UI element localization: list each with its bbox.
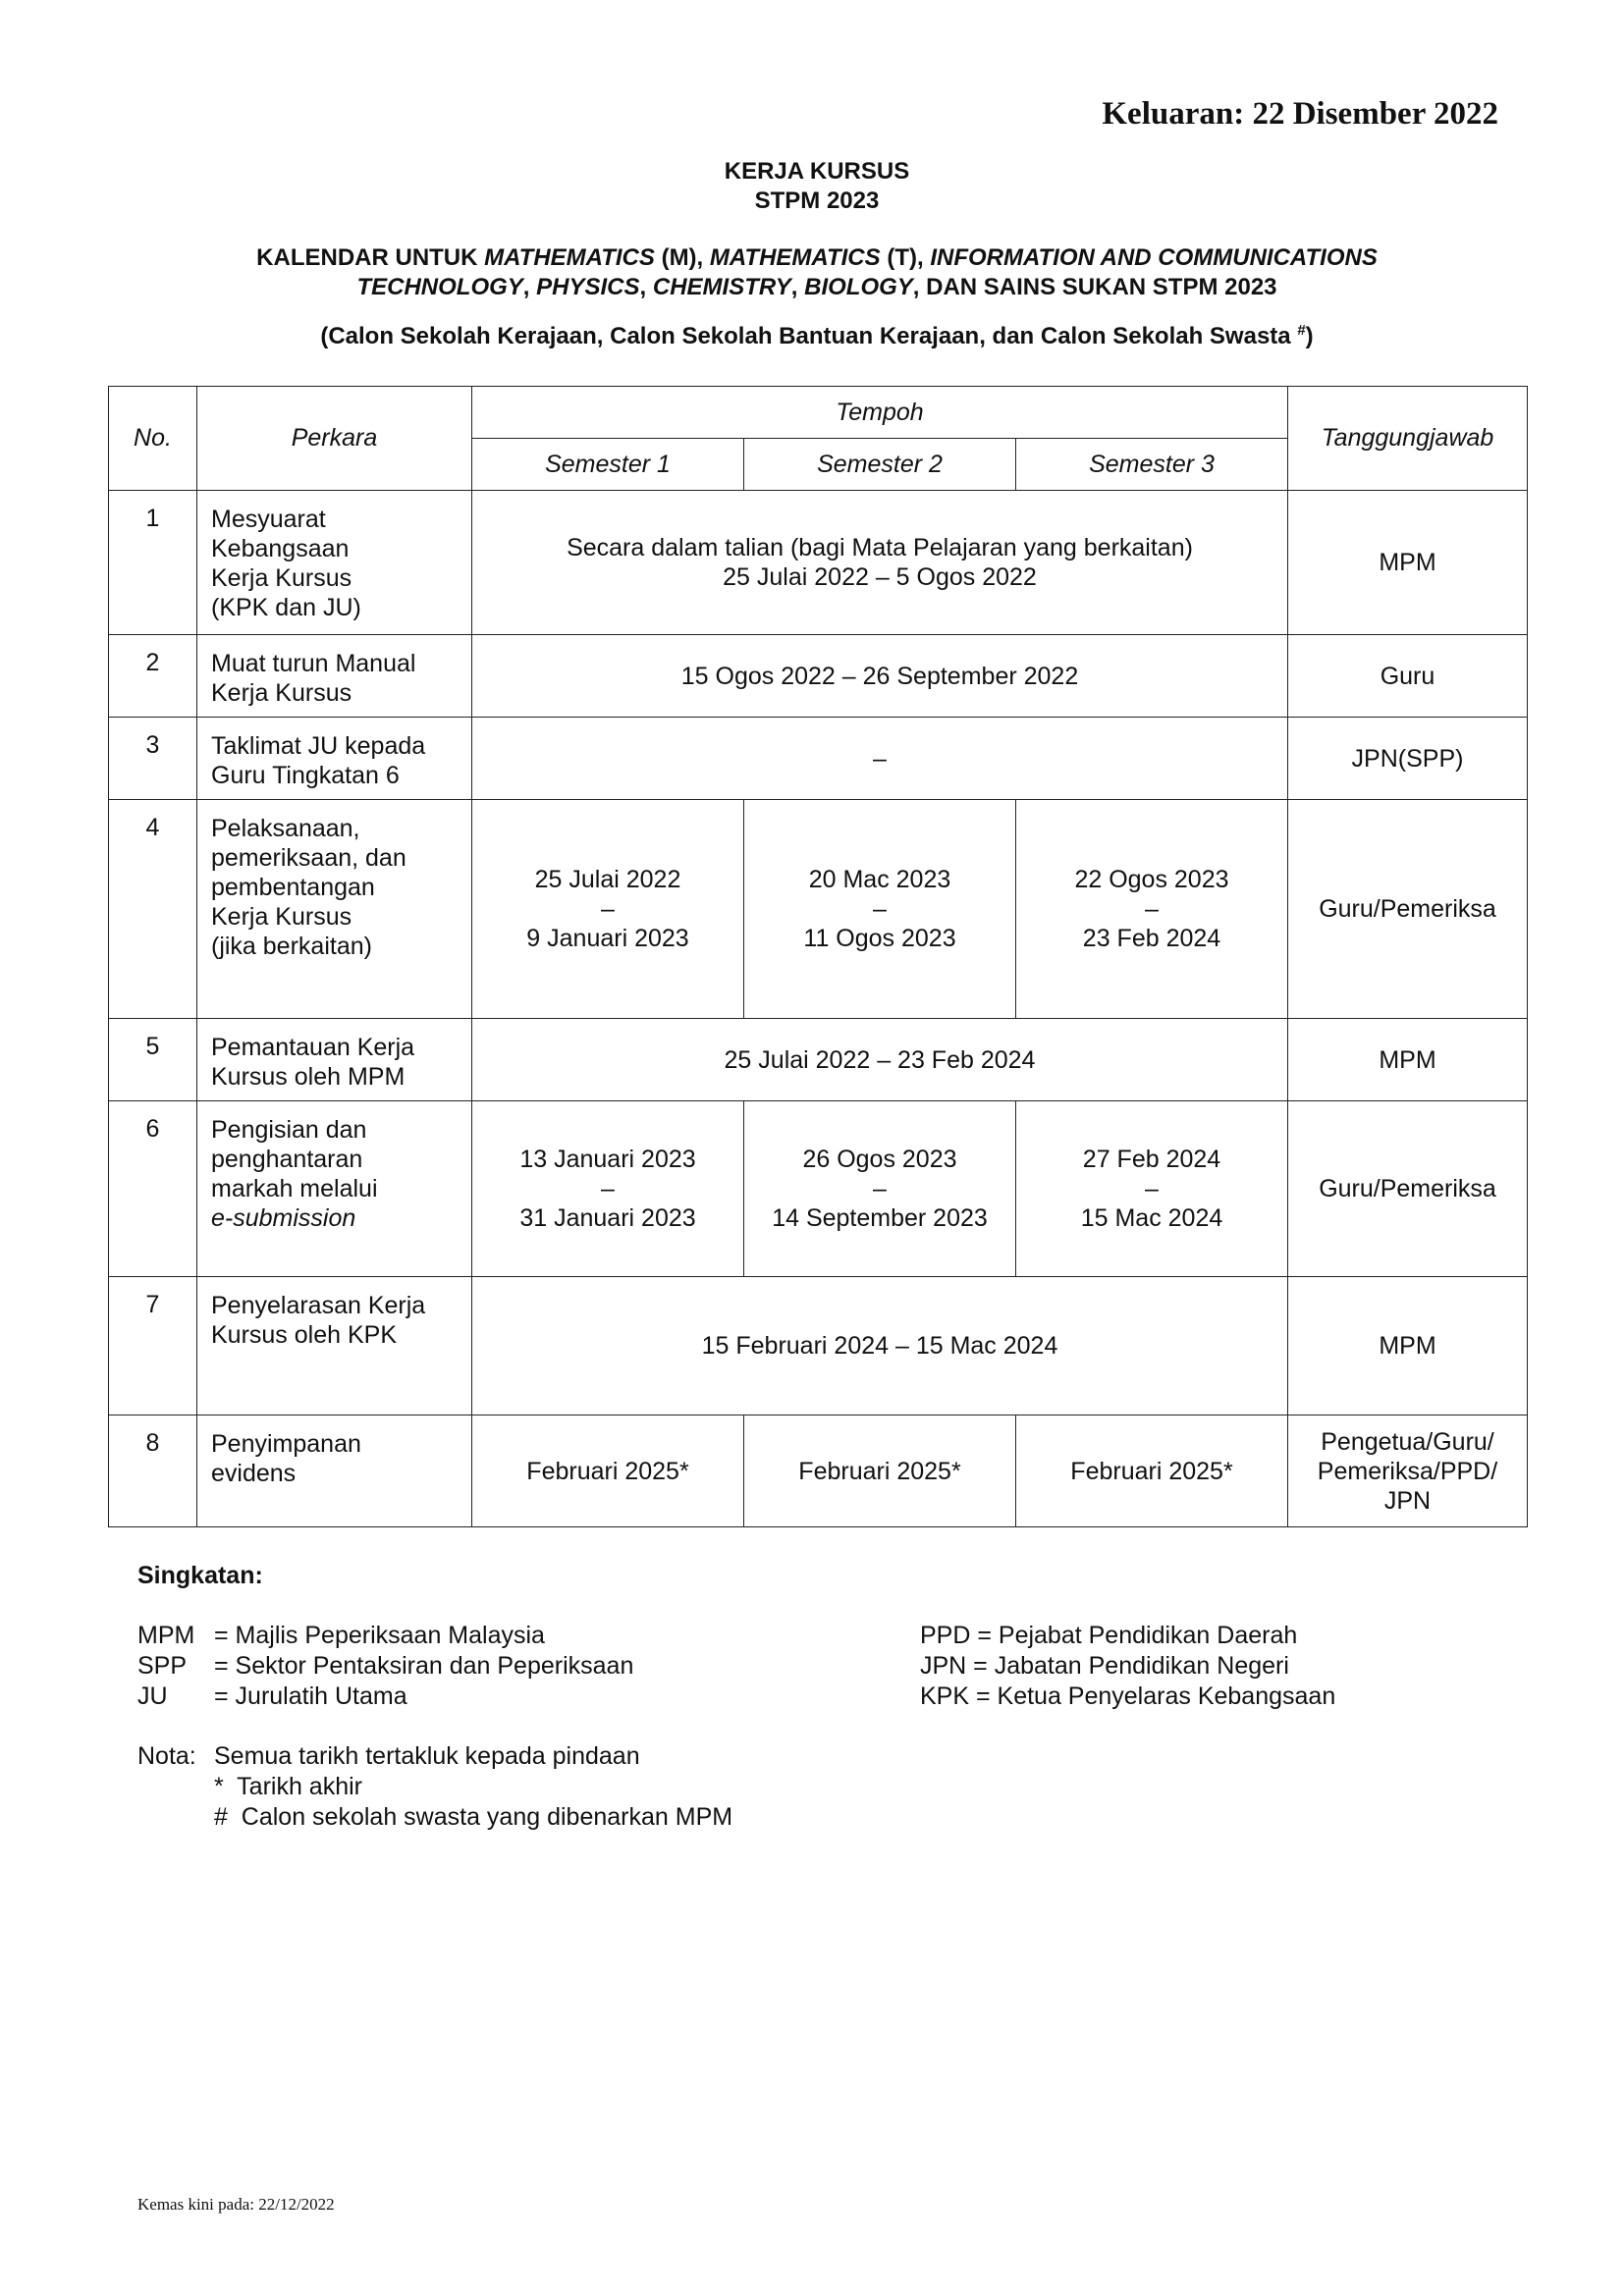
date-line: 11 Ogos 2023 bbox=[803, 925, 956, 952]
abbreviation-code: SPP bbox=[137, 1652, 188, 1680]
row-responsible: MPM bbox=[1288, 491, 1528, 635]
abbreviations-left bbox=[137, 1621, 920, 1712]
row-number: 4 bbox=[109, 800, 197, 1019]
item-line: Penyimpanan bbox=[211, 1430, 361, 1458]
date-line: 23 Feb 2024 bbox=[1082, 925, 1221, 952]
release-date: Keluaran: 22 Disember 2022 bbox=[1102, 96, 1498, 132]
row-semester-2 bbox=[744, 800, 1016, 1019]
item-line: Kerja Kursus bbox=[211, 679, 352, 707]
date-line: – bbox=[1145, 1175, 1159, 1202]
item-line: Pemantauan Kerja bbox=[211, 1034, 415, 1061]
abbreviation-code: JU bbox=[137, 1682, 168, 1710]
calendar-title bbox=[108, 243, 1526, 302]
item-line: pembentangan bbox=[211, 874, 375, 901]
title-line-2: STPM 2023 bbox=[754, 187, 880, 214]
item-line: Muat turun Manual bbox=[211, 650, 416, 677]
note-line: # Calon sekolah swasta yang dibenarkan MPM bbox=[214, 1803, 733, 1831]
abbreviation-entry: JPN = Jabatan Pendidikan Negeri bbox=[920, 1652, 1289, 1680]
note-line: Semua tarikh tertakluk kepada pindaan bbox=[214, 1742, 640, 1770]
abbreviation-entry: KPK = Ketua Penyelaras Kebangsaan bbox=[920, 1682, 1336, 1710]
coursework-calendar-table bbox=[108, 386, 1528, 1527]
row-item bbox=[197, 718, 472, 800]
item-line: Kerja Kursus bbox=[211, 903, 352, 931]
item-line: Kerja Kursus bbox=[211, 564, 352, 592]
row-responsible: Guru/Pemeriksa bbox=[1288, 800, 1528, 1019]
date-line: 15 Mac 2024 bbox=[1080, 1204, 1223, 1232]
calendar-title-part: , DAN SAINS SUKAN STPM 2023 bbox=[912, 274, 1277, 300]
period-line: Secara dalam talian (bagi Mata Pelajaran yang berkaitan) bbox=[567, 534, 1193, 561]
calendar-title-part: , bbox=[790, 274, 805, 300]
candidates-text: (Calon Sekolah Kerajaan, Calon Sekolah Bantuan Kerajaan, dan Calon Sekolah Swasta bbox=[320, 323, 1298, 349]
calendar-title-part: MATHEMATICS bbox=[709, 244, 881, 271]
date-line: 9 Januari 2023 bbox=[526, 925, 689, 952]
period-line: 25 Julai 2022 – 5 Ogos 2022 bbox=[723, 563, 1037, 591]
row-item bbox=[197, 1415, 472, 1527]
calendar-title-part: CHEMISTRY bbox=[652, 274, 791, 300]
row-semester-1 bbox=[472, 800, 744, 1019]
responsible-line: Pengetua/Guru/ bbox=[1321, 1428, 1494, 1456]
item-line: Guru Tingkatan 6 bbox=[211, 762, 400, 789]
header-period: Tempoh bbox=[472, 387, 1288, 439]
row-responsible: Guru/Pemeriksa bbox=[1288, 1101, 1528, 1277]
header-semester-1: Semester 1 bbox=[472, 439, 744, 491]
row-semester-2: Februari 2025* bbox=[744, 1415, 1016, 1527]
item-line: Penyelarasan Kerja bbox=[211, 1292, 426, 1319]
row-item bbox=[197, 800, 472, 1019]
date-line: 13 Januari 2023 bbox=[519, 1146, 696, 1173]
table-row bbox=[109, 491, 1528, 635]
note-row bbox=[137, 1741, 1414, 1833]
item-line: Kursus oleh MPM bbox=[211, 1063, 406, 1091]
table-row bbox=[109, 718, 1528, 800]
calendar-title-part: , bbox=[639, 274, 653, 300]
calendar-title-part: (T), bbox=[880, 244, 931, 271]
note-line: * Tarikh akhir bbox=[214, 1773, 362, 1800]
row-semester-1 bbox=[472, 1101, 744, 1277]
item-line: pemeriksaan, dan bbox=[211, 844, 406, 872]
row-period: 15 Ogos 2022 – 26 September 2022 bbox=[472, 635, 1288, 718]
abbreviations-right bbox=[920, 1621, 1335, 1712]
notes-section bbox=[137, 1741, 1414, 1833]
item-line: evidens bbox=[211, 1460, 297, 1487]
row-responsible: MPM bbox=[1288, 1277, 1528, 1415]
table-row bbox=[109, 1415, 1528, 1527]
date-line: – bbox=[873, 895, 887, 923]
candidates-close: ) bbox=[1305, 323, 1314, 349]
candidates-subtitle bbox=[108, 316, 1526, 351]
item-line: markah melalui bbox=[211, 1175, 378, 1202]
date-line: – bbox=[873, 1175, 887, 1202]
row-semester-3: Februari 2025* bbox=[1016, 1415, 1288, 1527]
document-title bbox=[108, 157, 1526, 351]
date-line: – bbox=[601, 1175, 615, 1202]
table-row bbox=[109, 1277, 1528, 1415]
item-line: Kebangsaan bbox=[211, 535, 350, 562]
table-row bbox=[109, 1019, 1528, 1101]
date-line: 20 Mac 2023 bbox=[808, 866, 951, 893]
row-number: 5 bbox=[109, 1019, 197, 1101]
row-period: 25 Julai 2022 – 23 Feb 2024 bbox=[472, 1019, 1288, 1101]
note-lines bbox=[214, 1741, 732, 1833]
abbreviation-code: MPM bbox=[137, 1622, 195, 1649]
row-item bbox=[197, 1277, 472, 1415]
abbreviations-section bbox=[137, 1561, 1414, 1833]
item-line: Pengisian dan bbox=[211, 1116, 367, 1144]
row-responsible: MPM bbox=[1288, 1019, 1528, 1101]
date-line: – bbox=[601, 895, 615, 923]
calendar-title-part: KALENDAR UNTUK bbox=[256, 244, 485, 271]
header-semester-2: Semester 2 bbox=[744, 439, 1016, 491]
calendar-title-part: MATHEMATICS bbox=[484, 244, 655, 271]
abbreviation-entry bbox=[137, 1651, 920, 1682]
abbreviations-grid bbox=[137, 1621, 1414, 1712]
row-item bbox=[197, 1019, 472, 1101]
title-line-1: KERJA KURSUS bbox=[724, 158, 910, 185]
item-line: Kursus oleh KPK bbox=[211, 1321, 397, 1349]
last-updated: Kemas kini pada: 22/12/2022 bbox=[137, 2195, 335, 2214]
abbreviation-meaning: = Jurulatih Utama bbox=[214, 1682, 407, 1710]
row-period: 15 Februari 2024 – 15 Mac 2024 bbox=[472, 1277, 1288, 1415]
abbreviation-meaning: = Sektor Pentaksiran dan Peperiksaan bbox=[214, 1652, 634, 1680]
date-line: – bbox=[1145, 895, 1159, 923]
item-line: Pelaksanaan, bbox=[211, 815, 360, 842]
note-label: Nota: bbox=[137, 1742, 196, 1770]
table-row bbox=[109, 635, 1528, 718]
header-responsible: Tanggungjawab bbox=[1288, 387, 1528, 491]
row-item bbox=[197, 491, 472, 635]
date-line: 31 Januari 2023 bbox=[519, 1204, 696, 1232]
responsible-line: Pemeriksa/PPD/ bbox=[1317, 1458, 1498, 1485]
row-number: 1 bbox=[109, 491, 197, 635]
row-semester-3 bbox=[1016, 1101, 1288, 1277]
abbreviation-meaning: = Majlis Peperiksaan Malaysia bbox=[214, 1622, 545, 1649]
row-responsible bbox=[1288, 1415, 1528, 1527]
table-header-row bbox=[109, 387, 1528, 439]
candidates-mark: # bbox=[1297, 322, 1306, 339]
row-number: 8 bbox=[109, 1415, 197, 1527]
item-line: Mesyuarat bbox=[211, 506, 326, 533]
abbreviation-entry bbox=[137, 1621, 920, 1651]
responsible-line: JPN bbox=[1383, 1487, 1432, 1515]
item-line: Taklimat JU kepada bbox=[211, 732, 426, 760]
item-line-italic: e-submission bbox=[211, 1204, 356, 1232]
date-line: 14 September 2023 bbox=[772, 1204, 988, 1232]
row-semester-3 bbox=[1016, 800, 1288, 1019]
row-period: – bbox=[472, 718, 1288, 800]
row-number: 2 bbox=[109, 635, 197, 718]
date-line: 22 Ogos 2023 bbox=[1074, 866, 1229, 893]
abbreviation-entry bbox=[137, 1682, 920, 1712]
row-item bbox=[197, 1101, 472, 1277]
date-line: 26 Ogos 2023 bbox=[802, 1146, 957, 1173]
date-line: 25 Julai 2022 bbox=[534, 866, 681, 893]
item-line: (KPK dan JU) bbox=[211, 594, 361, 621]
row-number: 3 bbox=[109, 718, 197, 800]
row-number: 7 bbox=[109, 1277, 197, 1415]
calendar-title-part: INFORMATION AND COMMUNICATIONS TECHNOLOGY bbox=[356, 244, 1378, 300]
row-period bbox=[472, 491, 1288, 635]
row-responsible: JPN(SPP) bbox=[1288, 718, 1528, 800]
calendar-title-part: , bbox=[522, 274, 537, 300]
abbreviations-heading: Singkatan: bbox=[137, 1562, 263, 1589]
row-semester-1: Februari 2025* bbox=[472, 1415, 744, 1527]
calendar-title-part: (M), bbox=[654, 244, 710, 271]
calendar-title-part: BIOLOGY bbox=[804, 274, 913, 300]
item-line: penghantaran bbox=[211, 1146, 363, 1173]
abbreviation-entry: PPD = Pejabat Pendidikan Daerah bbox=[920, 1622, 1298, 1649]
row-semester-2 bbox=[744, 1101, 1016, 1277]
header-item: Perkara bbox=[197, 387, 472, 491]
table-row bbox=[109, 1101, 1528, 1277]
date-line: 27 Feb 2024 bbox=[1082, 1146, 1221, 1173]
calendar-title-part: PHYSICS bbox=[536, 274, 640, 300]
header-semester-3: Semester 3 bbox=[1016, 439, 1288, 491]
header-no: No. bbox=[109, 387, 197, 491]
row-number: 6 bbox=[109, 1101, 197, 1277]
item-line: (jika berkaitan) bbox=[211, 933, 372, 960]
row-responsible: Guru bbox=[1288, 635, 1528, 718]
row-item bbox=[197, 635, 472, 718]
table-row bbox=[109, 800, 1528, 1019]
